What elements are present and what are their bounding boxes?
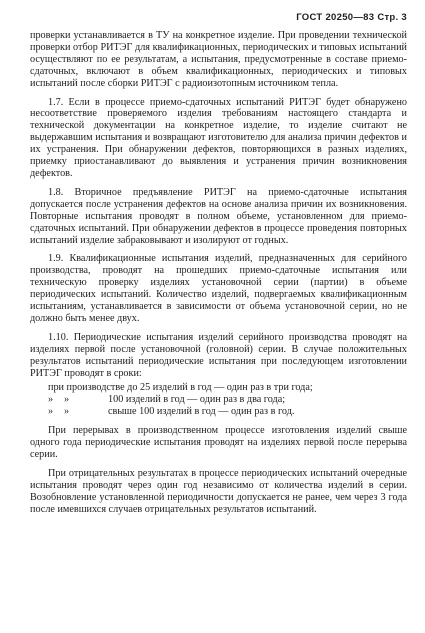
schedule-row <box>30 406 407 418</box>
paragraph-interruption: При перерывах в производственном процессе изготовления изделий свыше одного года периодические испытания проводят на изделиях первой после перерыва серии. <box>30 425 407 460</box>
test-schedule-list <box>30 382 407 418</box>
ditto-mark: » <box>48 394 54 406</box>
schedule-row <box>30 382 407 394</box>
page-number: Стр. 3 <box>377 12 407 23</box>
paragraph-1-10: 1.10. Периодические испытания изделий серийного производства проводят на изделиях первой после установочной (головной) серии. В случае положительных результатов испытаний периодические испытания при последующем изготовлении РИТЭГ проводят в сроки: <box>30 331 407 379</box>
paragraph-continuation: проверки устанавливается в ТУ на конкретное изделие. При проведении технической проверки отбор РИТЭГ для квалификационных, периодических и типовых испытаний осуществляют по ее результатам, а испытания, предусмотренные в составе приемо-сдаточных, включают в объем квалификационных, периодических и типовых испытаний после сборки РИТЭГ с радиоизотопным источником тепла. <box>30 30 407 89</box>
ditto-mark: » <box>48 406 54 418</box>
schedule-row <box>30 394 407 406</box>
paragraph-1-7: 1.7. Если в процессе приемо-сдаточных испытаний РИТЭГ будет обнаружено несоответствие проверяемого изделия требованиям настоящего стандарта и технической документации на конкретное изделие, то изделие считают не выдержавшим испытания и возвращают изготовителю для анализа причин дефектов и их устранения. При обнаружении дефектов, повторяющихся в разных изделиях, приемку приостанавливают до выявления и устранения причин возникновения дефектов. <box>30 96 407 179</box>
schedule-text: 100 изделий в год — один раз в два года; <box>108 394 286 406</box>
ditto-mark: » <box>64 394 70 406</box>
page-header <box>30 12 407 23</box>
paragraph-negative-results: При отрицательных результатах в процессе периодических испытаний очередные испытания проводят через один год независимо от количества изделий в серии. Возобновление установленной периодичности допускается не ранее, чем через 3 года после имевшихся случаев отрицательных результатов испытаний. <box>30 467 407 515</box>
standard-number: ГОСТ 20250—83 <box>296 12 375 23</box>
document-body <box>30 30 407 516</box>
schedule-text: свыше 100 изделий в год — один раз в год. <box>108 406 295 418</box>
ditto-mark: » <box>64 406 70 418</box>
schedule-text: при производстве до 25 изделий в год — один раз в три года; <box>48 382 313 394</box>
paragraph-1-9: 1.9. Квалификационные испытания изделий, предназначенных для серийного производства, проводят на прошедших приемо-сдаточные испытания или техническую проверку изделиях установочной серии (партии) в объеме периодических испытаний. Количество изделий, подвергаемых квалификационным испытаниям, устанавливается в зависимости от объема установочной серии, но не должно быть менее двух. <box>30 253 407 324</box>
paragraph-1-8: 1.8. Вторичное предъявление РИТЭГ на приемо-сдаточные испытания допускается после устранения дефектов на основе анализа причин их возникновения. Повторные испытания проводят в полном объеме, установленном для приемо-сдаточных испытаний. При обнаружении дефектов в процессе проведения повторных испытаний изделие забраковывают и изолируют от годных. <box>30 186 407 246</box>
